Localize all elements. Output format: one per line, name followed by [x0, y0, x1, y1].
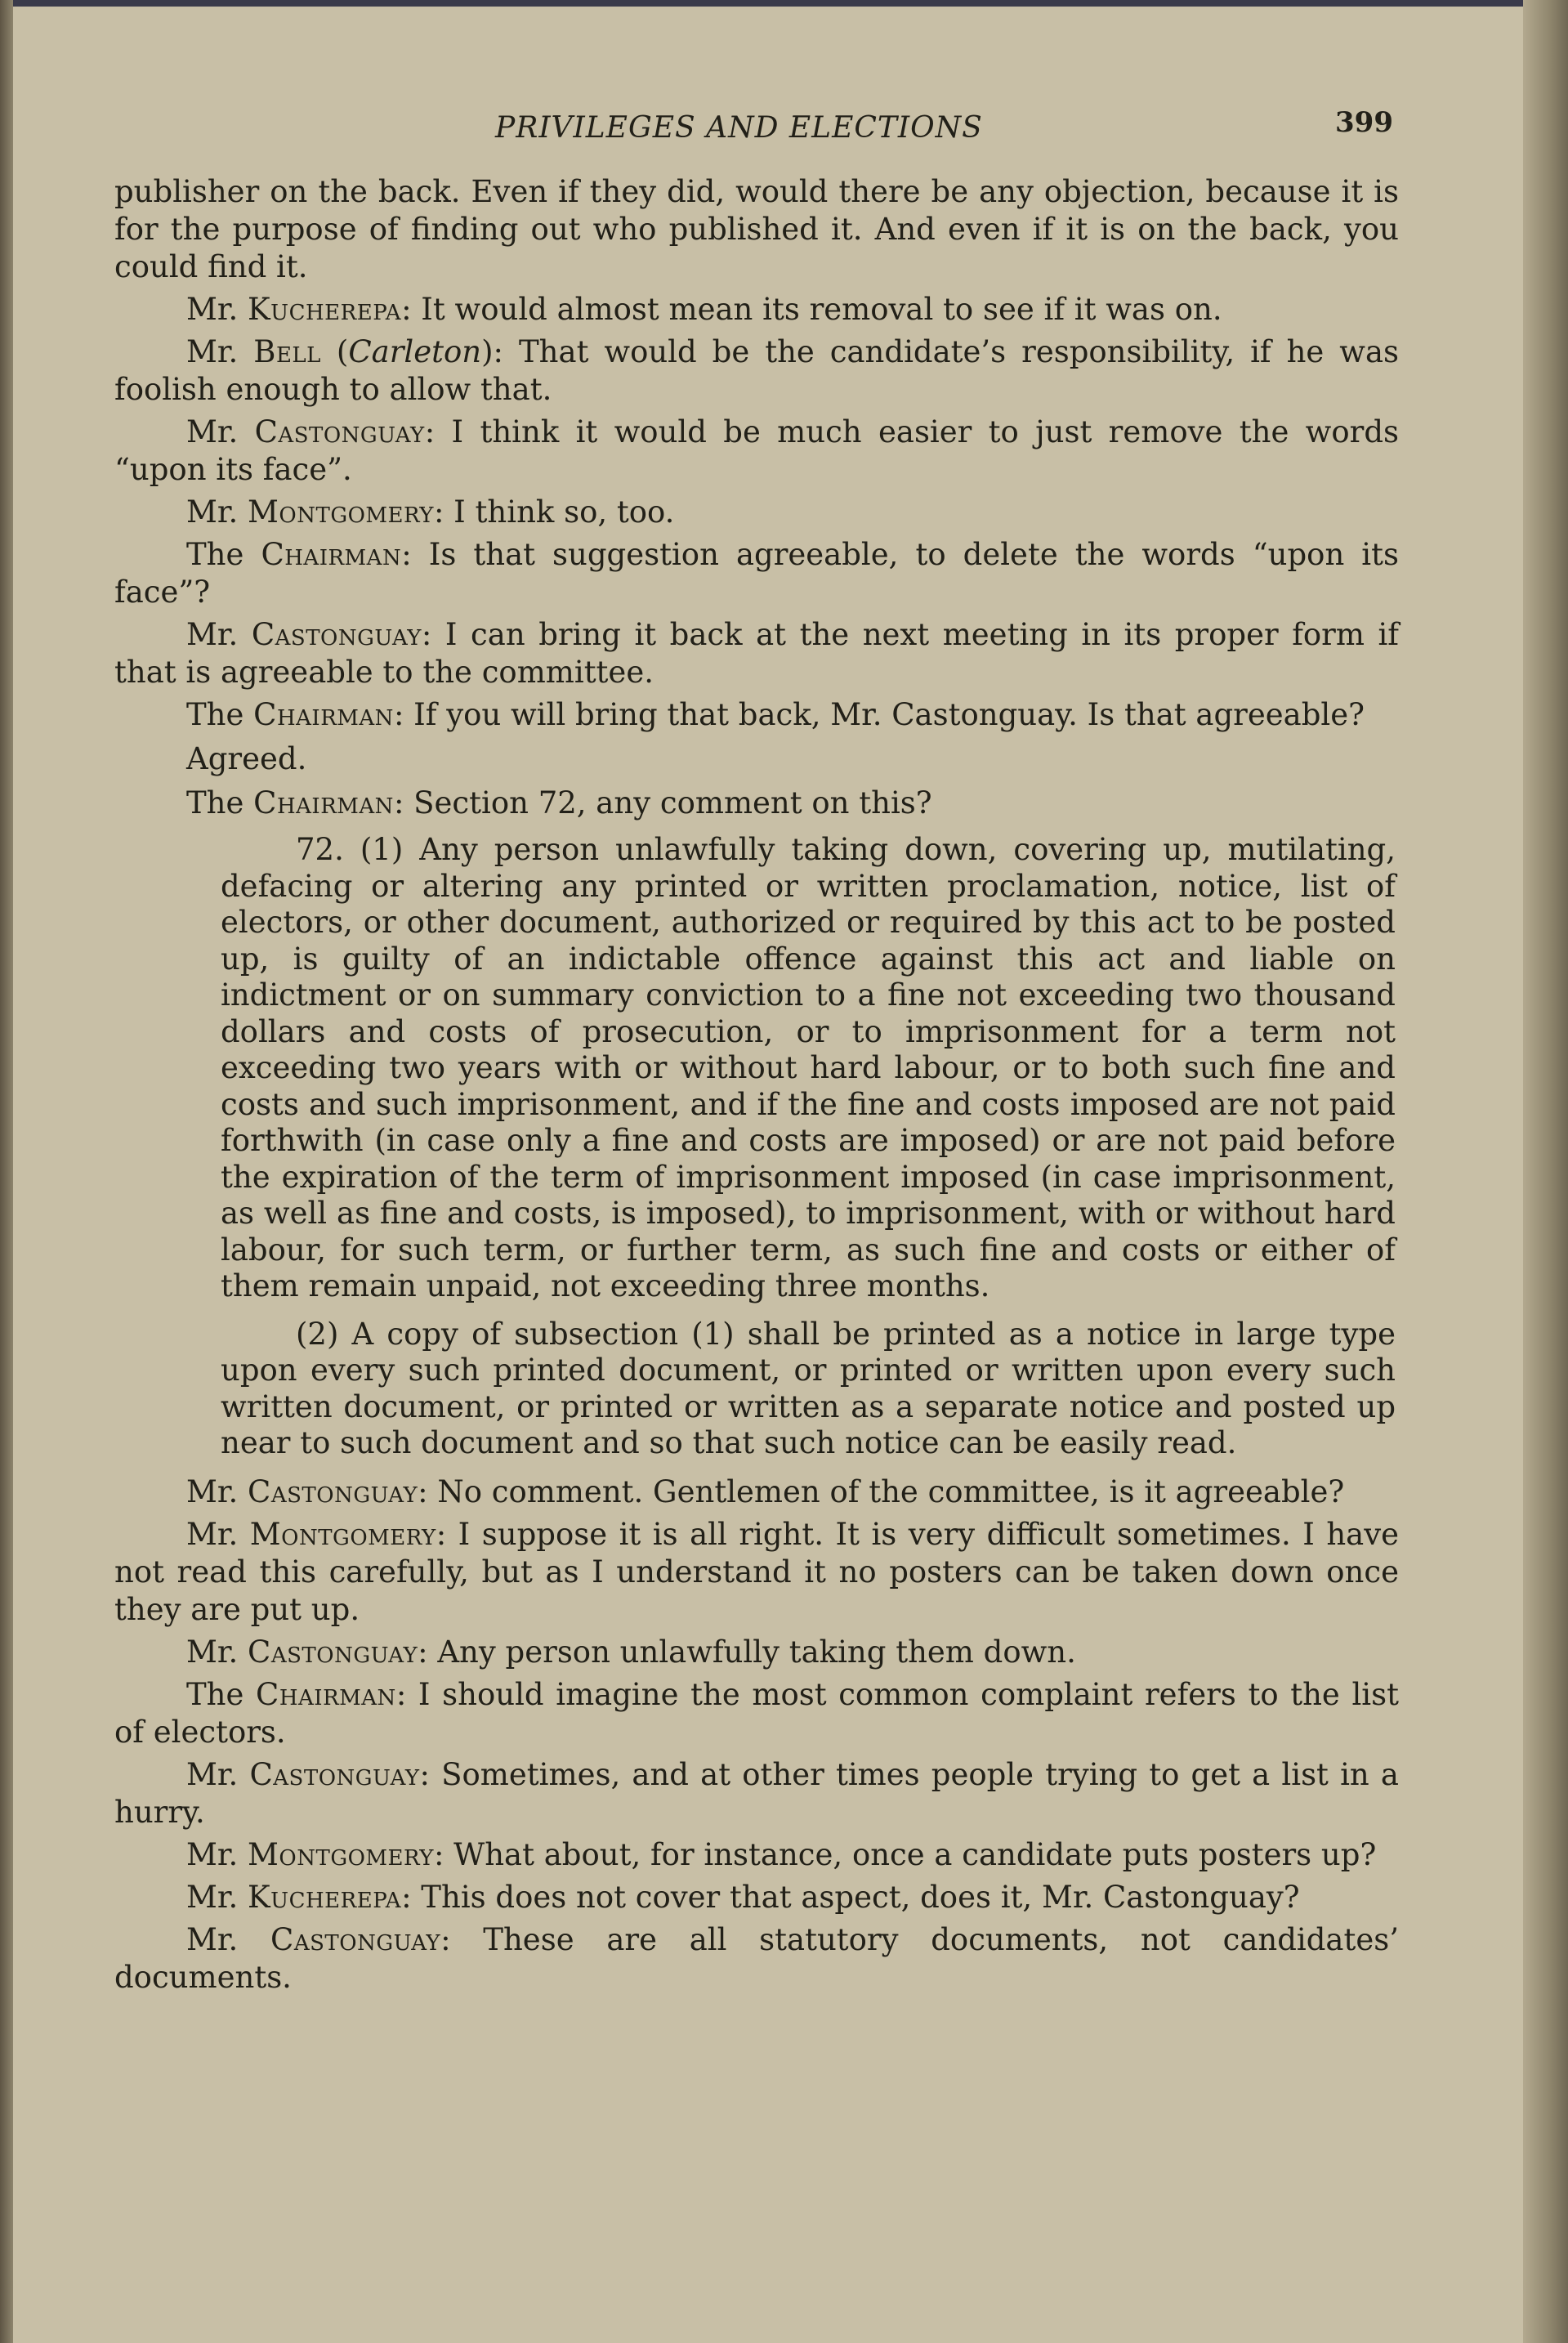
speech-montgomery-1: Mr. Montgomery: I think so, too. — [186, 494, 675, 530]
speaker-name: Kucherepa — [248, 1879, 402, 1915]
speech-bell-1: Mr. Bell (Carleton): That would be the candidate’s responsibility, if he was foolish enough to allow that. — [114, 334, 1400, 407]
binding-edge — [0, 0, 13, 2343]
speech-castonguay-6: Mr. Castonguay: These are all statutory documents, not candidates’ documents. — [114, 1921, 1400, 1995]
speech-text: I should imagine the most common complaint refers to the list of electors. — [114, 1676, 1399, 1750]
speech-kucherepa-2: Mr. Kucherepa: This does not cover that aspect, does it, Mr. Castonguay? — [186, 1879, 1300, 1915]
speech-text: These are all statutory documents, not candidates’ documents. — [114, 1921, 1400, 1995]
speech-text: No comment. Gentlemen of the committee, is it agreeable? — [427, 1473, 1345, 1509]
speech-castonguay-1: Mr. Castonguay: I think it would be much easier to just remove the words “upon its face”. — [114, 414, 1399, 487]
speaker-name: Montgomery — [249, 1516, 436, 1552]
page-fore-edge — [1523, 0, 1568, 2343]
speech-montgomery-2: Mr. Montgomery: I suppose it is all right. It is very difficult sometimes. I have not read this carefully, but as I understand it no posters can be taken down once they are put up. — [114, 1516, 1400, 1627]
statute-subsection-1: 72. (1) Any person unlawfully taking down, covering up, mutilating, defacing or altering any printed or written proclamation, notice, list of electors, or other document, authorized or required by this act to be posted up, is guilty of an indictable offence against this act and liable on indictment or on summary conviction to a fine not exceeding two thousand dollars and costs of prosecution, or to imprisonment for a term not exceeding two years with or without hard labour, or to both such fine and costs and such imprisonment, and if the fine and costs imposed are not paid forthwith (in case only a fine and costs are imposed) or are not paid before the expiration of the term of imprisonment imposed (in case imprisonment, as well as fine and costs, is imposed), to imprisonment, with or without hard labour, for such term, or further term, as such fine and costs or either of them remain unpaid, not exceeding three months. — [221, 832, 1396, 1303]
speech-text: I think it would be much easier to just remove the words “upon its face”. — [114, 414, 1399, 487]
speech-text: Is that suggestion agreeable, to delete the words “upon its face”? — [114, 537, 1399, 610]
speech-castonguay-3: Mr. Castonguay: No comment. Gentlemen of the committee, is it agreeable? — [186, 1473, 1345, 1509]
speech-castonguay-5: Mr. Castonguay: Sometimes, and at other times people trying to get a list in a hurry. — [114, 1756, 1399, 1830]
speaker-name: Chairman — [253, 697, 394, 732]
speech-montgomery-3: Mr. Montgomery: What about, for instance, once a candidate puts posters up? — [186, 1836, 1377, 1872]
speech-text: Any person unlawfully taking them down. — [427, 1634, 1076, 1670]
speech-text: Sometimes, and at other times people trying to get a list in a hurry. — [114, 1756, 1399, 1830]
statute-subsection-2: (2) A copy of subsection (1) shall be printed as a notice in large type upon every such printed document, or printed or written upon every such written document, or printed or written as a separate notice and posted up near to such document and so that such notice can be easily read. — [221, 1316, 1396, 1460]
speech-text: I can bring it back at the next meeting in its proper form if that is agreeable to the committee. — [114, 617, 1400, 690]
agreed-line: Agreed. — [186, 741, 307, 776]
speaker-name: Castonguay — [248, 1634, 418, 1670]
speech-text: Section 72, any comment on this? — [404, 785, 932, 820]
speaker-name: Castonguay — [254, 414, 425, 449]
speech-text: I suppose it is all right. It is very difficult sometimes. I have not read this carefully, but as I understand it no posters can be taken down once they are put up. — [114, 1516, 1400, 1627]
speaker-name: Castonguay — [251, 617, 422, 652]
speech-text: It would almost mean its removal to see if it was on. — [411, 292, 1222, 327]
speech-castonguay-4: Mr. Castonguay: Any person unlawfully taking them down. — [186, 1634, 1076, 1670]
speaker-name: Chairman — [261, 537, 402, 572]
statute-section-72 — [221, 832, 1396, 1462]
speaker-name: Chairman — [253, 785, 394, 820]
speaker-name: Castonguay — [270, 1921, 441, 1957]
speaker-name: Kucherepa — [248, 292, 402, 327]
speaker-name: Montgomery — [248, 494, 434, 530]
opening-paragraph: publisher on the back. Even if they did, would there be any objection, because it is for the purpose of finding out who published it. And even if it is on the back, you could find it. — [114, 174, 1399, 284]
speaker-name: Castonguay — [248, 1473, 418, 1509]
speech-text: What about, for instance, once a candidate puts posters up? — [444, 1836, 1377, 1872]
speaker-name: Castonguay — [249, 1756, 420, 1792]
page-number: 399 — [1335, 106, 1393, 139]
speech-text: That would be the candidate’s responsibility, if he was foolish enough to allow that. — [114, 334, 1400, 407]
speech-chairman-4: The Chairman: I should imagine the most common complaint refers to the list of electors. — [114, 1676, 1399, 1750]
speech-castonguay-2: Mr. Castonguay: I can bring it back at the next meeting in its proper form if that is agreeable to the committee. — [114, 617, 1400, 690]
speech-chairman-3: The Chairman: Section 72, any comment on this? — [186, 785, 932, 820]
speaker-name: Chairman — [256, 1676, 396, 1712]
speech-chairman-1: The Chairman: Is that suggestion agreeable, to delete the words “upon its face”? — [114, 537, 1399, 610]
speaker-name: Montgomery — [248, 1836, 434, 1872]
speech-text: I think so, too. — [444, 494, 675, 530]
closing-exchange — [114, 1473, 1399, 1996]
speech-chairman-2: The Chairman: If you will bring that back, Mr. Castonguay. Is that agreeable? — [186, 697, 1365, 732]
speaker-name: Bell — [253, 334, 321, 369]
speaker-riding: Carleton — [348, 334, 482, 369]
transcript-body — [114, 173, 1399, 2001]
running-head: PRIVILEGES AND ELECTIONS — [495, 111, 983, 145]
speech-text: This does not cover that aspect, does it, Mr. Castonguay? — [411, 1879, 1300, 1915]
speech-text: If you will bring that back, Mr. Castonguay. Is that agreeable? — [404, 697, 1365, 732]
speech-kucherepa-1: Mr. Kucherepa: It would almost mean its removal to see if it was on. — [186, 292, 1222, 327]
page-top-edge — [11, 0, 1523, 7]
